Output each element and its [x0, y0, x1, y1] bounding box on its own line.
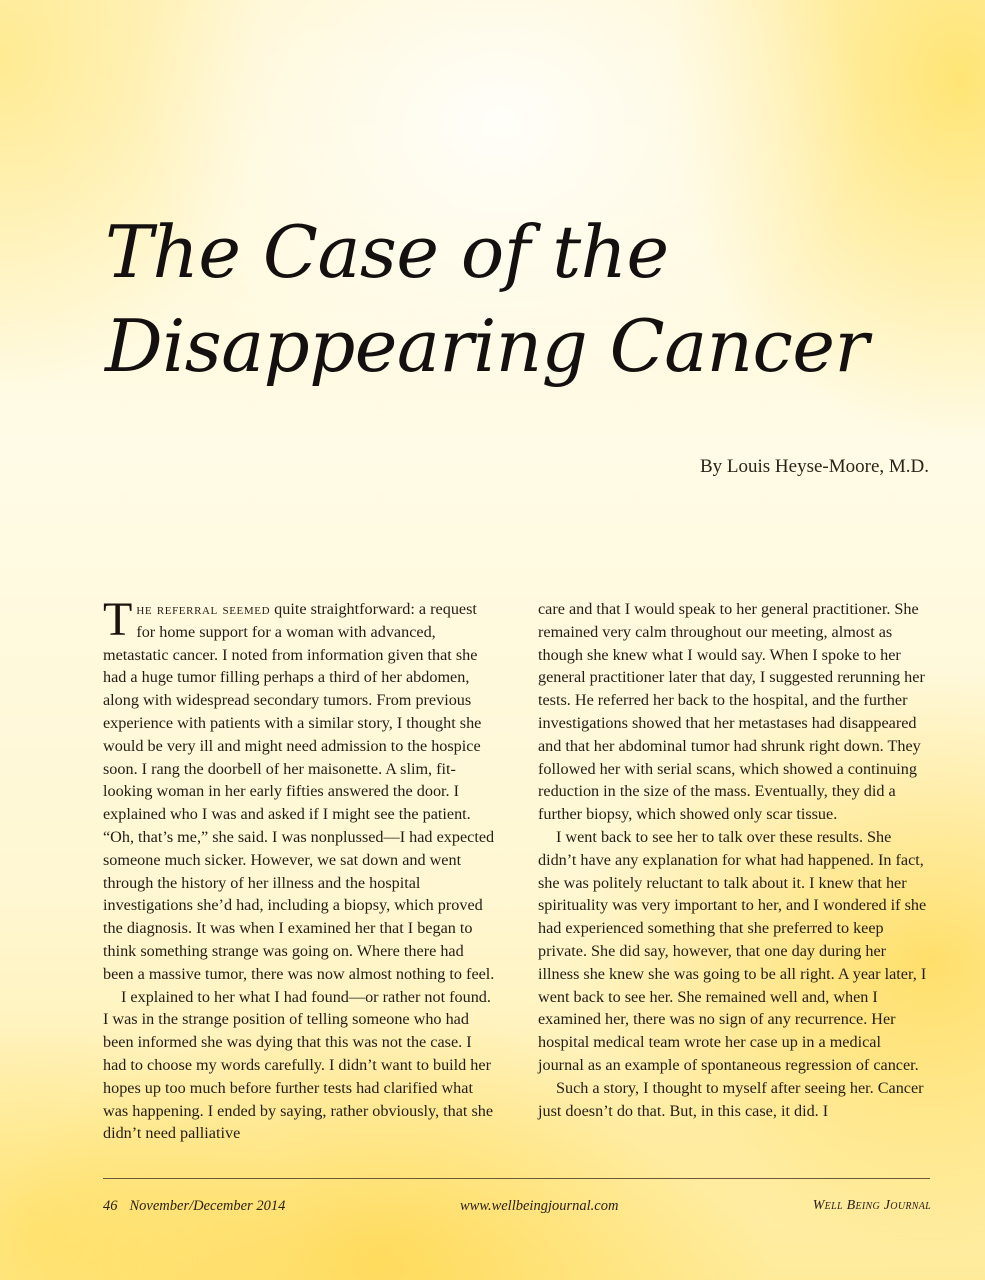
- footer-publication-name: Well Being Journal: [812, 1198, 931, 1213]
- page-number: 46: [103, 1198, 118, 1214]
- article-paragraph: care and that I would speak to her general practitioner. She remained very calm throughout our meeting, almost as though she knew what I would say. When I spoke to her general practitioner later that day, I suggested rerunning her tests. He referred her back to the hospital, and the further investigations showed that her metastases had disappeared and that her abdominal tumor had shrunk right down. They followed her with serial scans, which showed a continuing reduction in the size of the mass. Eventually, they did a further biopsy, which showed only scar tissue.: [538, 600, 925, 824]
- footer-divider: [103, 1178, 930, 1179]
- footer-website: www.wellbeingjournal.com: [460, 1198, 619, 1214]
- article-column-left: [103, 593, 495, 1145]
- title-line-1: The Case of the: [105, 210, 669, 294]
- title-line-2: Disappearing Cancer: [105, 304, 869, 388]
- article-paragraph: Such a story, I thought to myself after seeing her. Cancer just doesn’t do that. But, in this case, it did. I: [538, 1078, 924, 1120]
- lead-in-smallcaps: he referral seemed: [136, 600, 271, 618]
- article-column-right: [538, 598, 930, 1122]
- article-paragraph: I went back to see her to talk over these results. She didn’t have any explanation for what had happened. In fact, she was politely reluctant to talk about it. I knew that her spirituality was very important to her, and I wondered if she had experienced something that she preferred to keep private. She did say, however, that one day during her illness she knew she was going to be all right. A year later, I went back to see her. She remained well and, when I examined her, there was no sign of any recurrence. Her hospital medical team wrote her case up in a medical journal as an example of spontaneous regression of cancer.: [538, 827, 927, 1074]
- footer-issue-info: [103, 1198, 285, 1215]
- drop-cap: T: [103, 593, 133, 646]
- issue-date: November/December 2014: [129, 1198, 286, 1214]
- article-title: [105, 205, 868, 393]
- article-paragraph: I explained to her what I had found—or rather not found. I was in the strange position of telling someone who had been informed she was dying that this was not the case. I had to choose my words carefully. I didn’t want to build her hopes up too much before further tests had clarified what was happening. I ended by saying, rather obviously, that she didn’t need palliative: [103, 987, 494, 1143]
- paragraph-text: quite straightforward: a request for home support for a woman with advanced, metastatic cancer. I noted from information given that she had a huge tumor filling perhaps a third of her abdomen, along with widespread secondary tumors. From previous experience with patients with a similar story, I thought she would be very ill and might need admission to the hospice soon. I rang the doorbell of her maisonette. A slim, fit-looking woman in her early fifties answered the door. I explained who I was and asked if I might see the patient. “Oh, that’s me,” she said. I was nonplussed—I had expected someone much sicker. However, we sat down and went through the history of her illness and the hospital investigations she’d had, including a biopsy, which proved the diagnosis. It was when I examined her that I began to think something strange was going on. Where there had been a massive tumor, there was now almost nothing to feel.: [103, 600, 495, 983]
- article-paragraph: [103, 593, 495, 986]
- author-byline: By Louis Heyse-Moore, M.D.: [699, 456, 929, 477]
